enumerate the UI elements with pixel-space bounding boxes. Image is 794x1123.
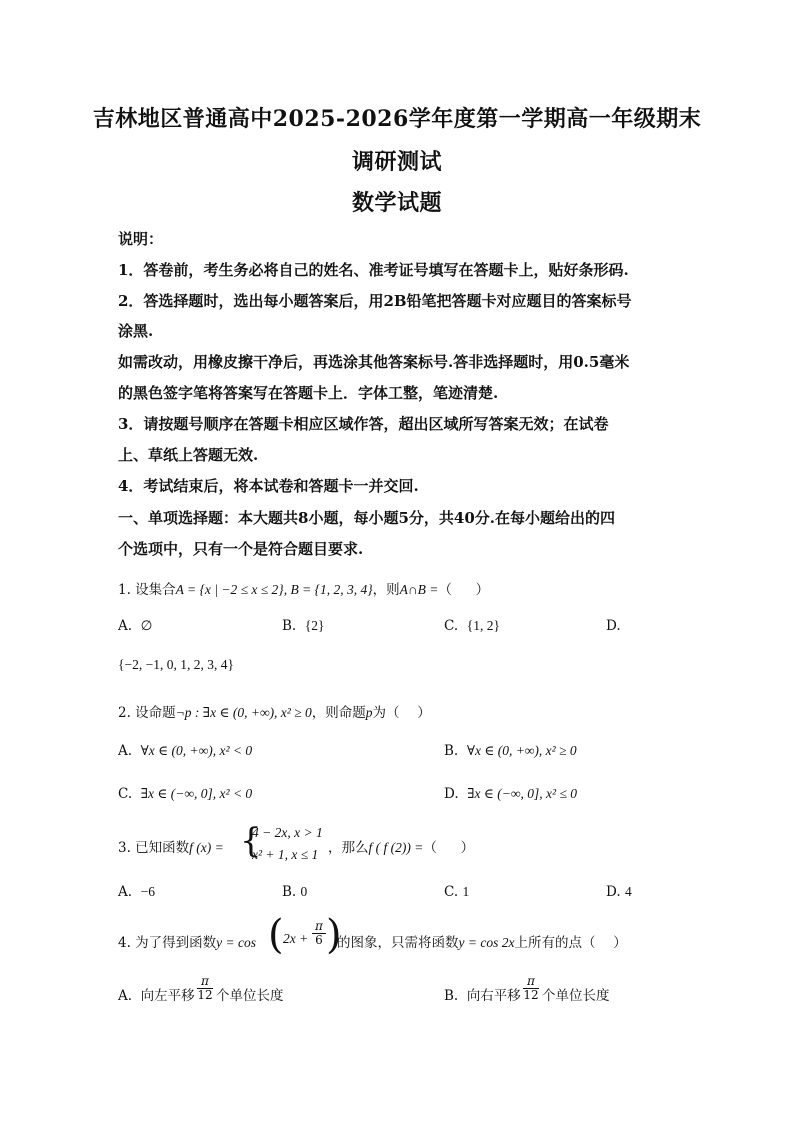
instruction-item: 涂黑. xyxy=(118,322,154,340)
q3-option-d: D. 4 xyxy=(606,884,632,900)
q4-option-b-unit: 个单位长度 xyxy=(542,988,610,1004)
question-4-inner: 2x + xyxy=(283,931,309,946)
instruction-item: 4．考试结束后，将本试卷和答题卡一并交回. xyxy=(118,477,419,495)
section-heading: 一、单项选择题：本大题共8小题，每小题5分，共40分.在每小题给出的四 xyxy=(118,509,615,527)
q2-option-b: B. ∀x ∈ (0, +∞), x² ≥ 0 xyxy=(444,743,577,759)
answer-blank: （ ） xyxy=(438,582,492,598)
question-3-prefix: 3. 已知函数f (x) = xyxy=(118,840,224,856)
piecewise-brace: { xyxy=(240,821,262,861)
instruction-item: 的黑色签字笔将答案写在答题卡上．字体工整，笔迹清楚. xyxy=(118,384,499,402)
question-1-mid: ，则 xyxy=(372,582,400,598)
q1-option-d-label: D. xyxy=(606,618,621,634)
exam-title-continued: 调研测试 xyxy=(351,149,442,175)
fraction-pi-over-12: $\frac{\pi}{12}$ xyxy=(523,974,539,1002)
q4-option-b: B. 向右平移 xyxy=(444,988,521,1004)
instruction-item: 如需改动，用橡皮擦干净后，再选涂其他答案标号.答非选择题时，用0.5毫米 xyxy=(118,353,630,371)
q1-option-b: B. {2} xyxy=(282,618,325,634)
q3-option-c: C. 1 xyxy=(444,884,470,900)
q3-option-b: B. 0 xyxy=(282,884,308,900)
left-paren: ( xyxy=(268,912,284,958)
q1-option-d: {−2, −1, 0, 1, 2, 3, 4} xyxy=(118,657,234,672)
question-4-prefix: 4. 为了得到函数y = cos xyxy=(118,935,257,951)
section-heading-continued: 个选项中，只有一个是符合题目要求. xyxy=(118,540,364,558)
q1-option-c: C. {1, 2} xyxy=(444,618,500,634)
fraction-pi-over-12: $\frac{\pi}{12}$ xyxy=(197,974,213,1002)
q4-option-a: A. 向左平移 xyxy=(118,988,195,1004)
q2-option-a: A. ∀x ∈ (0, +∞), x² < 0 xyxy=(118,743,253,759)
q2-option-d: D. ∃x ∈ (−∞, 0], x² ≤ 0 xyxy=(444,786,577,802)
instruction-item: 3．请按题号顺序在答题卡相应区域作答，超出区域所写答案无效；在试卷 xyxy=(118,415,609,433)
piecewise-case-2: x² + 1, x ≤ 1 xyxy=(252,847,319,862)
piecewise-case-1: 4 − 2x, x > 1 xyxy=(252,825,323,840)
question-2: 2. 设命题¬p : ∃x ∈ (0, +∞), x² ≥ 0，则命题p为（ ） xyxy=(118,705,431,721)
question-4-suffix: 的图象，只需将函数y = cos 2x上所有的点（ ） xyxy=(337,935,627,951)
instruction-item: 上、草纸上答题无效. xyxy=(118,446,259,464)
q3-option-a: A. −6 xyxy=(118,884,156,900)
subject-title: 数学试题 xyxy=(351,190,442,216)
instructions-label: 说明： xyxy=(118,230,164,248)
q1-option-a: A. ∅ xyxy=(118,618,153,634)
question-2-proposition: ¬p : ∃x ∈ (0, +∞), x² ≥ 0 xyxy=(175,705,312,720)
instruction-item: 1．答卷前，考生务必将自己的姓名、准考证号填写在答题卡上，贴好条形码. xyxy=(118,261,629,279)
right-paren: ) xyxy=(326,912,342,958)
exam-title: 吉林地区普通高中2025-2026学年度第一学期高一年级期末 xyxy=(92,106,702,132)
instruction-item: 2．答选择题时，选出每小题答案后，用2B铅笔把答题卡对应题目的答案标号 xyxy=(118,292,632,310)
question-1-prefix: 1. 设集合 xyxy=(118,582,176,598)
question-3-suffix: ，那么f ( f (2)) =（ ） xyxy=(328,840,477,856)
proposition-p: p xyxy=(365,705,373,720)
fraction-pi-over-6: $\frac{\pi}{6}$ xyxy=(312,920,326,947)
q2-option-c: C. ∃x ∈ (−∞, 0], x² < 0 xyxy=(118,786,253,802)
q4-option-a-unit: 个单位长度 xyxy=(216,988,284,1004)
question-1-intersection: A∩B = xyxy=(399,582,439,597)
question-1-sets: A = {x | −2 ≤ x ≤ 2}, B = {1, 2, 3, 4} xyxy=(175,582,373,597)
question-1 xyxy=(118,578,491,598)
